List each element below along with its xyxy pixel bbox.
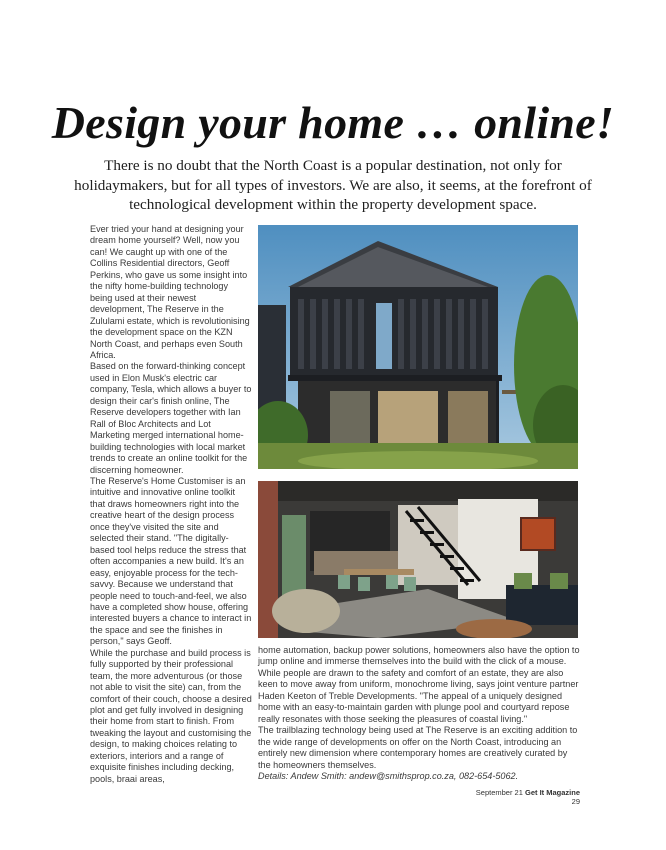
- paragraph: The trailblazing technology being used at The Reserve is an exciting addition to the wide range of developments on offer on the North Coast, introducing an entirely new dimension where contemporary homes are creatively curated by the homeowners themselves.: [258, 725, 578, 770]
- page-footer: [470, 788, 580, 806]
- paragraph: home automation, backup power solutions, homeowners also have the option to jump online and immerse themselves into the build with the click of a mouse.: [258, 645, 580, 667]
- magazine-name: Get It Magazine: [524, 788, 580, 797]
- paragraph: The Reserve's Home Customiser is an intuitive and innovative online toolkit that draws homeowners right into the creative heart of the design process once they've visited the site and selected their stand. "The digitally-based tool helps reduce the stress that often accompanies a new build. It's an easy, enjoyable process for the tech-savvy. Because we understand that people need to touch-and-feel, we also have a completed show house, offering interested buyers a chance to interact in the space and see the finishes in person," says Geoff.: [90, 475, 252, 647]
- living-room-interior-photo: [258, 481, 578, 638]
- paragraph: While the purchase and build process is fully supported by their professional team, the more adventurous (or those not able to visit the site) can, from the comfort of their couch, choose a desired plot and get fully involved in designing their home from start to finish. From tweaking the layout and customising the design, to making choices relating to exteriors, interiors and a range of exquisite finishes including decking, pools, braai areas,: [90, 647, 252, 784]
- paragraph: Ever tried your hand at designing your dream home yourself? Well, now you can! We caught up with one of the Collins Residential directors, Geoff Perkins, who gave us some insight into the nifty home-building technology being used at their newest development, The Reserve in the Zululami estate, which is revolutionising the development space on the KZN North Coast, and perhaps even South Africa.: [90, 224, 250, 360]
- issue-date: September 21: [475, 788, 523, 797]
- article-column-2: [258, 645, 582, 782]
- page-number: 29: [571, 797, 580, 806]
- article-column-1: [90, 224, 252, 785]
- paragraph: Based on the forward-thinking concept used in Elon Musk's electric car company, Tesla, which allows a buyer to design their car's finish online, The Reserve developers together with Ian Rall of Bloc Architects and Lot Marketing merged international home-building technologies with local market trends to create an online toolkit for the discerning homeowner.: [90, 361, 252, 475]
- contact-details: Details: Andew Smith: andew@smithsprop.co.za, 082-654-5062.: [258, 770, 519, 781]
- article-title: Design your home … online!: [51, 97, 615, 148]
- article-intro: There is no doubt that the North Coast is a popular destination, not only for holidaymakers, but for all types of investors. We are also, it seems, at the forefront of technological development within the property development space.: [74, 157, 592, 213]
- paragraph: While people are drawn to the safety and comfort of an estate, they are also keen to move away from uniform, monochrome living, says joint venture partner Haden Keeton of Treble Developments. "The appeal of a uniquely designed home with an easy-to-maintain garden with plunge pool and courtyard repose really resonates with those seeking the pleasures of coastal living.": [258, 667, 579, 724]
- house-exterior-photo: [258, 225, 578, 469]
